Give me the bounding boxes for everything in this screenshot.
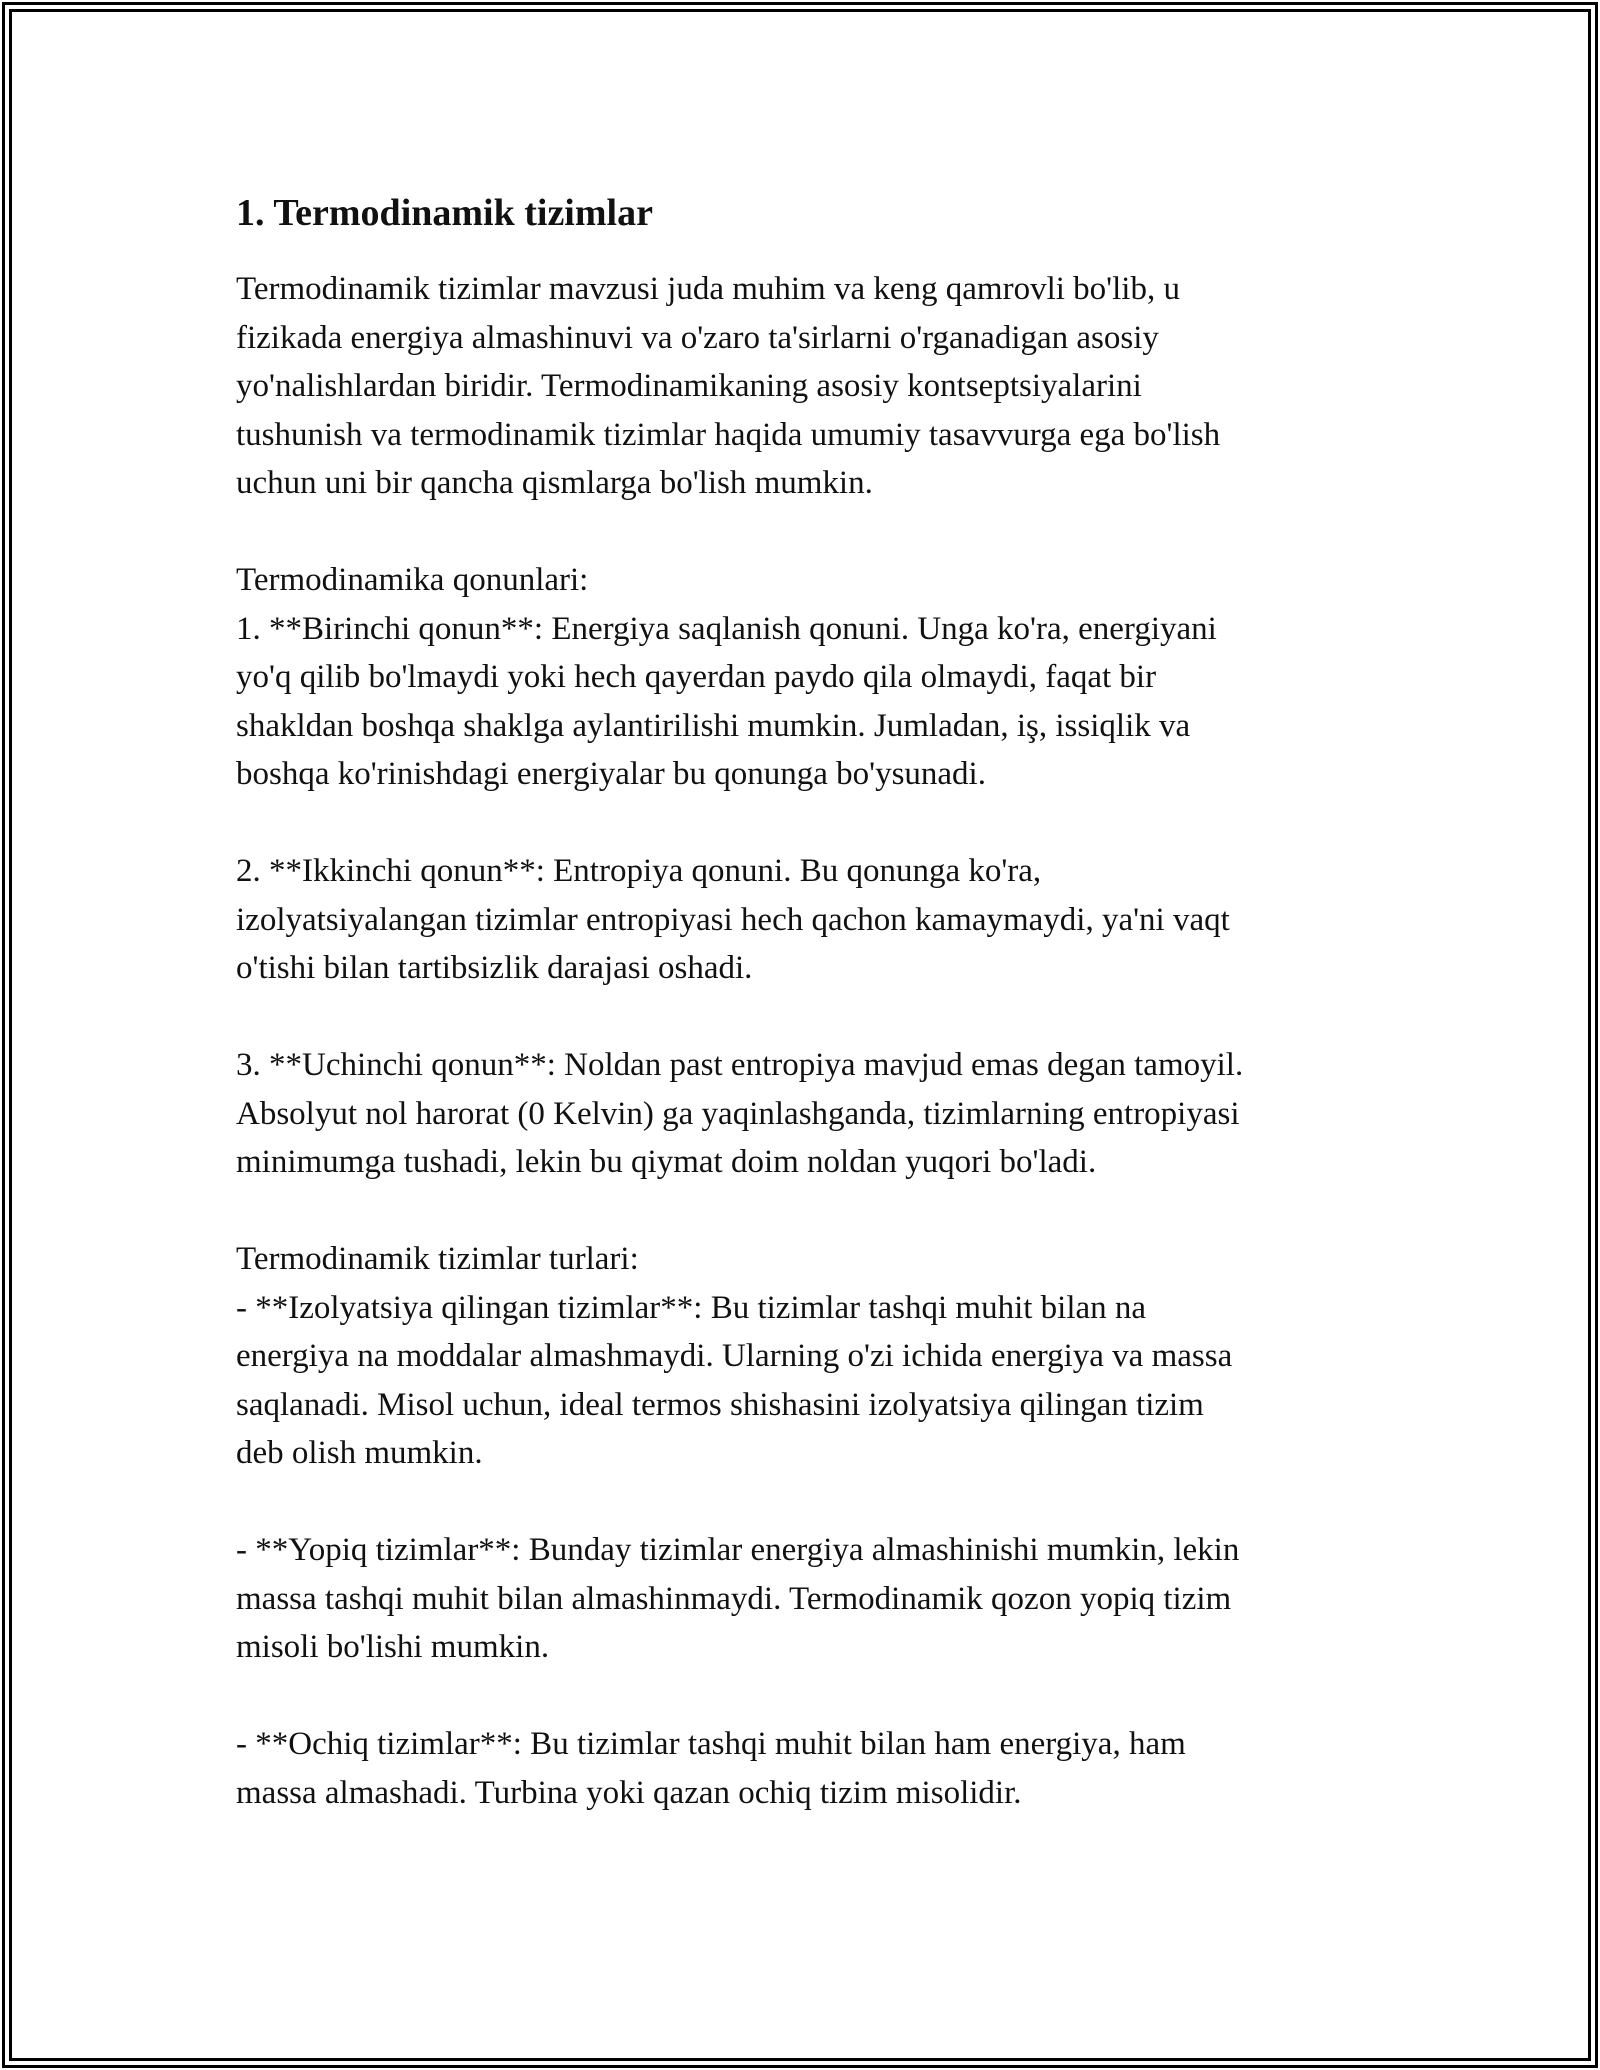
paragraph-gap (236, 1478, 1376, 1527)
paragraph-gap (236, 1187, 1376, 1236)
law-3-paragraph: 3. **Uchinchi qonun**: Noldan past entropiya mavjud emas degan tamoyil. Absolyut nol harorat (0 Kelvin) ga yaqinlashganda, tizimlarning entropiyasi minimumga tushadi, lekin bu qiymat doim noldan yuqori bo'ladi. (236, 1047, 1244, 1180)
paragraph-gap (236, 799, 1376, 848)
types-heading: Termodinamik tizimlar turlari: (236, 1241, 639, 1277)
law-2-paragraph: 2. **Ikkinchi qonun**: Entropiya qonuni. Bu qonunga ko'ra, izolyatsiyalangan tizimlar entropiyasi hech qachon kamaymaydi, ya'ni vaqt o'tishi bilan tartibsizlik darajasi oshadi. (236, 853, 1230, 986)
law-1-paragraph: 1. **Birinchi qonun**: Energiya saqlanish qonuni. Unga ko'ra, energiyani yo'q qilib bo'lmaydi yoki hech qayerdan paydo qila olmaydi, faqat bir shakldan boshqa shaklga aylantirilishi mumkin. Jumladan, iş, issiqlik va boshqa ko'rinishdagi energiyalar bu qonunga bo'ysunadi. (236, 610, 1217, 792)
closed-systems-paragraph: - **Yopiq tizimlar**: Bunday tizimlar energiya almashinishi mumkin, lekin massa tashqi muhit bilan almashinmaydi. Termodinamik qozon yopiq tizim misoli bo'lishi mumkin. (236, 1532, 1240, 1665)
paragraph-gap (236, 993, 1376, 1042)
isolated-systems-paragraph: - **Izolyatsiya qilingan tizimlar**: Bu tizimlar tashqi muhit bilan na energiya na moddalar almashmaydi. Ularning o'zi ichida energiya va massa saqlanadi. Misol uchun, ideal termos shishasini izolyatsiya qilingan tizim deb olish mumkin. (236, 1289, 1233, 1471)
open-systems-paragraph: - **Ochiq tizimlar**: Bu tizimlar tashqi muhit bilan ham energiya, ham massa almashadi. Turbina yoki qazan ochiq tizim misolidir. (236, 1726, 1186, 1811)
intro-paragraph: Termodinamik tizimlar mavzusi juda muhim va keng qamrovli bo'lib, u fizikada energiya almashinuvi va o'zaro ta'sirlarni o'rganadigan asosiy yo'nalishlardan biridir. Termodinamikaning asosiy kontseptsiyalarini tushunish va termodinamik tizimlar haqida umumiy tasavvurga ega bo'lish uchun uni bir qancha qismlarga bo'lish mumkin. (236, 271, 1221, 501)
paragraph-gap (236, 508, 1376, 557)
paragraph-gap (236, 1672, 1376, 1721)
document-body (236, 185, 1376, 1817)
laws-heading: Termodinamika qonunlari: (236, 562, 589, 598)
section-title: 1. Termodinamik tizimlar (236, 192, 653, 234)
